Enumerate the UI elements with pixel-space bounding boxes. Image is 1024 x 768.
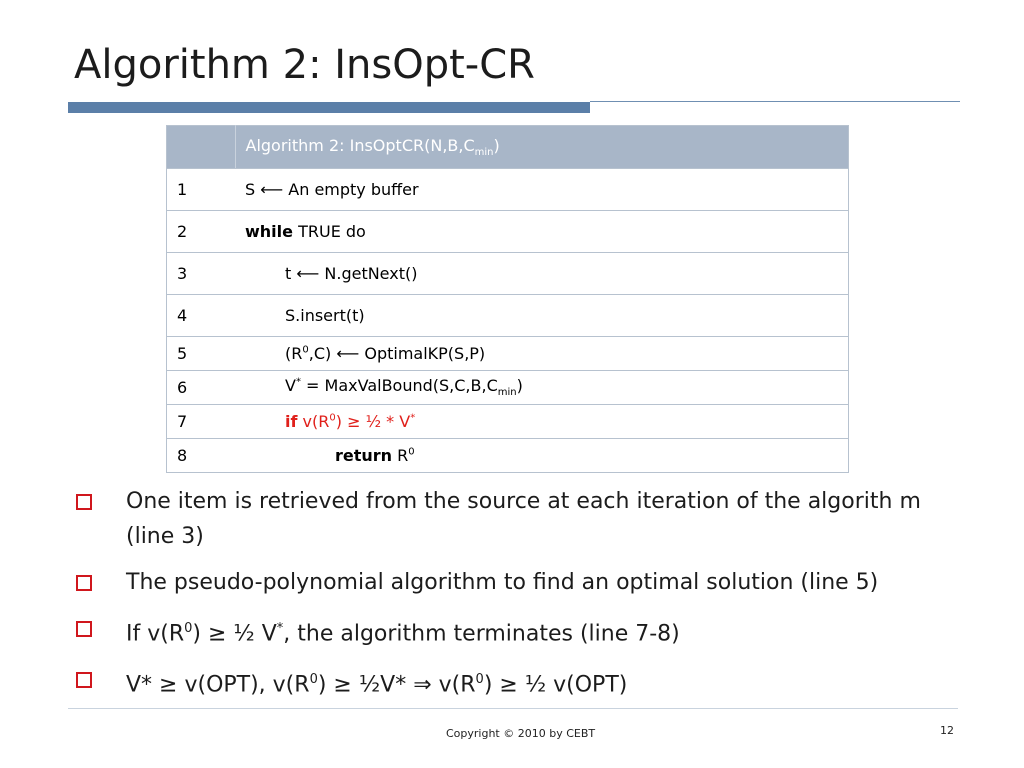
line-number: 2	[167, 211, 236, 253]
line-code: return $R^0$	[235, 439, 849, 473]
line-number: 5	[167, 337, 236, 371]
algorithm-table	[166, 125, 849, 473]
line-code: $(R^0,C)$ ⟵ OptimalKP(S,P)	[235, 337, 849, 371]
algorithm-header: Algorithm 2: $InsOptCR(N,B,C_{min})$	[235, 126, 849, 169]
bullet-item: V* ≥ v(OPT), $v(R^0)$ ≥ ½V* ⇒ $v(R^0)$ ≥ ½ v(OPT)	[76, 662, 948, 702]
bullet-item: One item is retrieved from the source at each iteration of the algorith m (line 3)	[76, 484, 948, 554]
square-bullet-icon	[76, 621, 92, 637]
square-bullet-icon	[76, 672, 92, 688]
line-number: 7	[167, 405, 236, 439]
algorithm-header-row	[167, 126, 849, 169]
line-code: while TRUE do	[235, 211, 849, 253]
keyword-return: return	[335, 446, 393, 465]
page-number: 12	[940, 724, 954, 737]
square-bullet-icon	[76, 494, 92, 510]
line-code: $V^* = MaxValBound(S,C,B,C_{min})$	[235, 371, 849, 405]
bullet-item: The pseudo-polynomial algorithm to find an optimal solution (line 5)	[76, 565, 948, 600]
algorithm-line-7	[167, 405, 849, 439]
line-number: 6	[167, 371, 236, 405]
bullet-item: If $v(R^0)$ ≥ ½ V*, the algorithm terminates (line 7-8)	[76, 611, 948, 651]
bullet-list	[76, 484, 948, 714]
algorithm-line-1	[167, 169, 849, 211]
keyword-while: while	[245, 222, 293, 241]
algorithm-line-3	[167, 253, 849, 295]
line-number: 4	[167, 295, 236, 337]
line-number: 3	[167, 253, 236, 295]
line-number-header	[167, 126, 236, 169]
title-divider-line	[590, 101, 960, 102]
line-code: if $v(R^0)$ ≥ ½ * V*	[235, 405, 849, 439]
algorithm-line-6	[167, 371, 849, 405]
algorithm-line-4	[167, 295, 849, 337]
line-number: 8	[167, 439, 236, 473]
slide-title: Algorithm 2: InsOpt-CR	[74, 42, 535, 88]
title-accent-bar	[68, 102, 590, 113]
algorithm-line-8	[167, 439, 849, 473]
line-code: S.insert(t)	[235, 295, 849, 337]
algorithm-line-2	[167, 211, 849, 253]
square-bullet-icon	[76, 575, 92, 591]
algorithm-line-5	[167, 337, 849, 371]
line-number: 1	[167, 169, 236, 211]
keyword-if: if	[285, 412, 298, 431]
line-code: t ⟵ N.getNext()	[235, 253, 849, 295]
copyright-text: Copyright © 2010 by CEBT	[446, 727, 596, 740]
line-code: S ⟵ An empty buffer	[235, 169, 849, 211]
footer-divider	[68, 708, 958, 709]
